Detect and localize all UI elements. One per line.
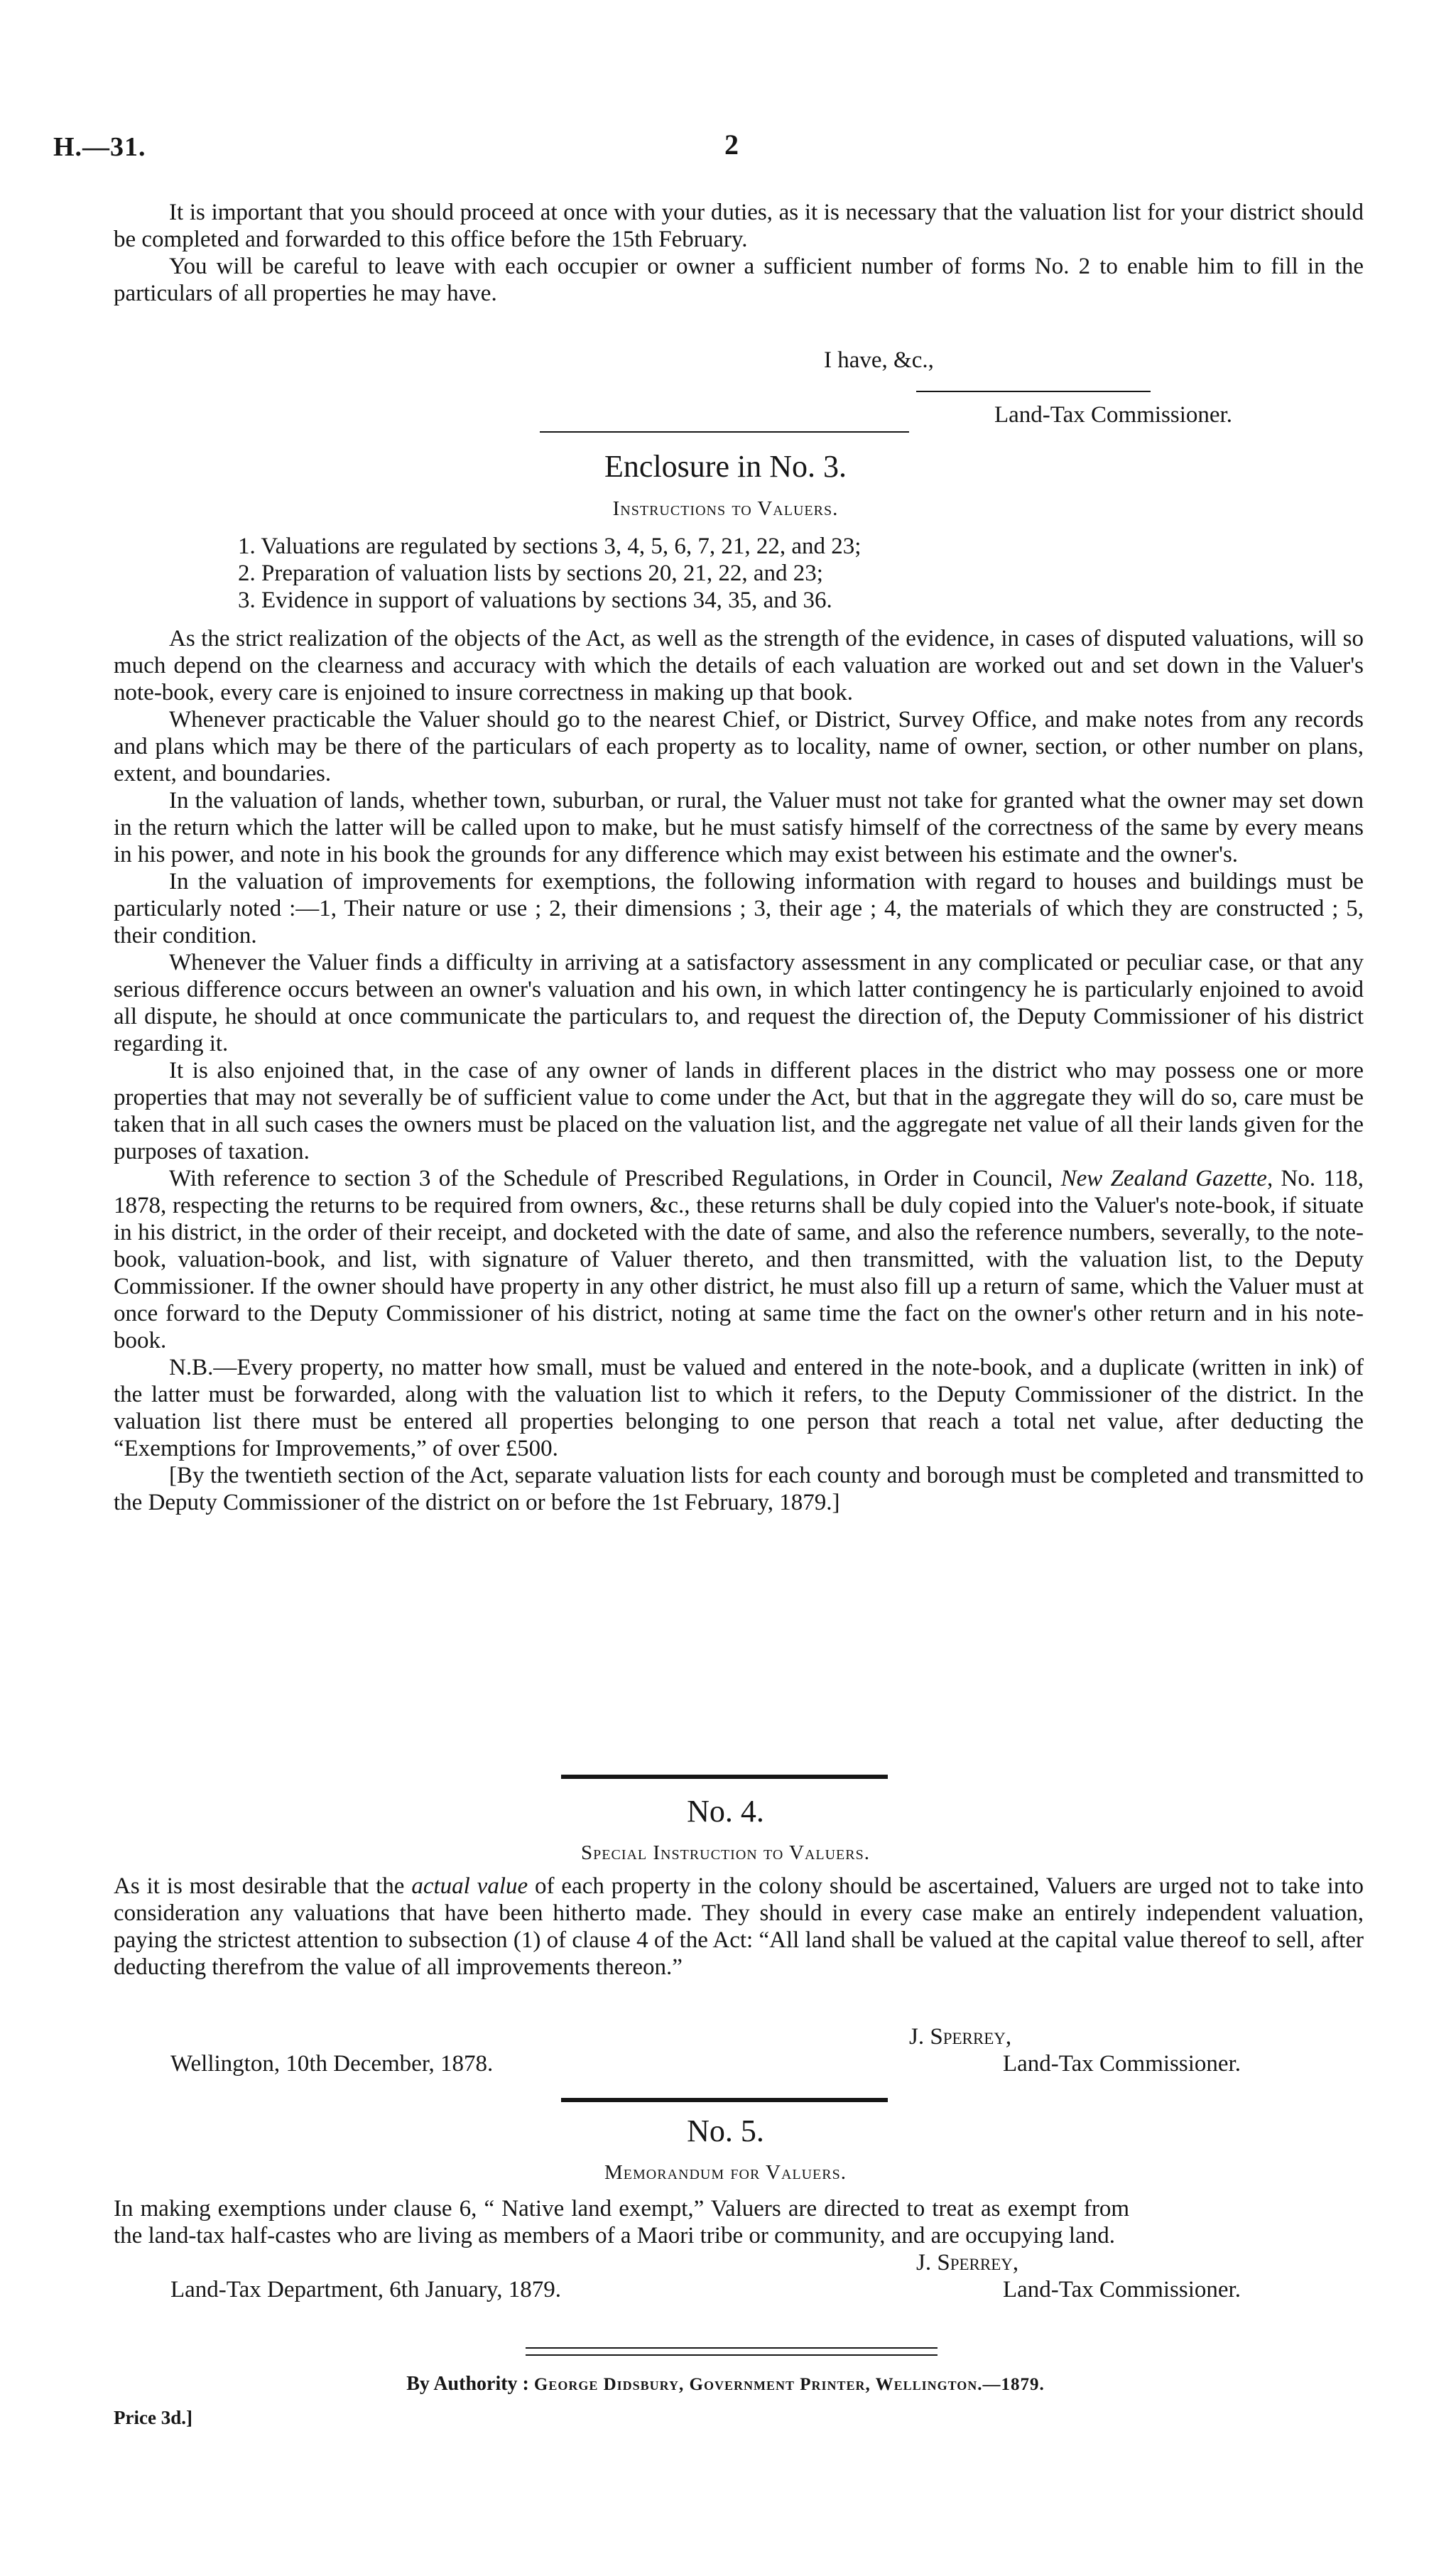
- list-item: 1. Valuations are regulated by sections 3, 4, 5, 6, 7, 21, 22, and 23;: [238, 534, 862, 559]
- enclosure-paragraph: Whenever practicable the Valuer should go to the nearest Chief, or District, Survey Office, and make notes from any records and plans which may be there of the particulars of each property as to locality, name of owner, section, or other number on plans, extent, and boundaries.: [114, 707, 1364, 786]
- enclosure-paragraph: As the strict realization of the objects of the Act, as well as the strength of the evidence, in cases of disputed valuations, will so much depend on the clearness and accuracy with which the details of each valuation are worked out and set down in the Valuer's note-book, every care is enjoined to insure correctness in making up that book.: [114, 626, 1364, 705]
- no5-signatory-title: Land-Tax Commissioner.: [1003, 2277, 1241, 2302]
- page-number: 2: [724, 129, 739, 161]
- enclosure-section-list: [114, 533, 1364, 614]
- section-divider: [540, 431, 909, 433]
- footer-authority: By Authority : George Didsbury, Government Printer, Wellington.—1879.: [406, 2373, 1045, 2395]
- price-label: Price 3d.]: [114, 2407, 192, 2428]
- no5-body: [114, 2195, 1364, 2249]
- no4-signatory: J. Sperrey,: [909, 2024, 1012, 2050]
- printer-imprint: George Didsbury, Government Printer, Wellington.—1879.: [533, 2375, 1045, 2394]
- enclosure-nota-bene: N.B.—Every property, no matter how small, must be valued and entered in the note-book, and a duplicate (written in ink) of the latter must be forwarded, along with the valuation list to which it refers, to the Deputy Commissioner of the district. In the valuation list there must be entered all properties belonging to one person that reach a total net value, after deducting the “Exemptions for Improvements,” of over £500.: [114, 1355, 1364, 1461]
- letter-body: [114, 199, 1364, 307]
- gazette-title: New Zealand Gazette: [1060, 1166, 1267, 1191]
- document-reference: H.—31.: [53, 132, 146, 162]
- no4-paragraph: As it is most desirable that the actual value of each property in the colony should be ascertained, Valuers are urged not to take into consideration any valuations that have been hitherto made. They should in every case make an entirely independent valuation, paying the strictest attention to subsection (1) of clause 4 of the Act: “All land shall be valued at the capital value thereof to sell, after deducting therefrom the value of all improvements thereon.”: [114, 1873, 1364, 1980]
- enclosure-paragraph-gazette: With reference to section 3 of the Schedule of Prescribed Regulations, in Order in Council, New Zealand Gazette, No. 118, 1878, respecting the returns to be required from owners, &c., these returns shall be duly copied into the Valuer's note-book, if situate in his district, in the order of their receipt, and docketed with the date of same, and also the reference numbers, severally, to the note-book, valuation-book, and list, with signature of Valuer thereto, and then transmitted, with the valuation list, to the Deputy Commissioner. If the owner should have property in any other district, he must also fill up a return of same, which the Valuer must at once forward to the Deputy Commissioner of his district, noting at same time the fact on the owner's other return and in his note-book.: [114, 1166, 1364, 1353]
- no4-body: [114, 1873, 1364, 1981]
- no4-title: No. 4.: [687, 1794, 764, 1829]
- enclosure-paragraph: It is also enjoined that, in the case of any owner of lands in different places in the district who may possess one or more properties that may not severally be of sufficient value to come under the Act, but that in the aggregate they will do so, care must be taken that in all such cases the owners must be placed on the valuation list, and the aggregate net value of all their lands given for the purposes of taxation.: [114, 1058, 1364, 1164]
- enclosure-bracket-note: [By the twentieth section of the Act, separate valuation lists for each county and borough must be completed and transmitted to the Deputy Commissioner of the district on or before the 1st February, 1879.]: [114, 1463, 1364, 1515]
- no4-subtitle: Special Instruction to Valuers.: [581, 1841, 870, 1864]
- signature-line: [916, 391, 1151, 392]
- section-divider: [561, 1775, 888, 1779]
- letter-closing: I have, &c.,: [824, 347, 934, 373]
- enclosure-title: Enclosure in No. 3.: [604, 449, 847, 484]
- no5-signatory: J. Sperrey,: [916, 2250, 1019, 2275]
- no5-paragraph: In making exemptions under clause 6, “ Native land exempt,” Valuers are directed to treat as exempt from the land-tax half-castes who are living as members of a Maori tribe or community, and are occupying land.: [114, 2196, 1129, 2248]
- enclosure-paragraph: Whenever the Valuer finds a difficulty in arriving at a satisfactory assessment in any complicated or peculiar case, or that any serious difference occurs between an owner's valuation and his own, in which latter contingency he is particularly enjoined to avoid all dispute, he should at once communicate the particulars to, and request the direction of, the Deputy Commissioner of his district regarding it.: [114, 950, 1364, 1056]
- enclosure-subtitle: Instructions to Valuers.: [612, 497, 839, 520]
- no5-place-date: Land-Tax Department, 6th January, 1879.: [170, 2277, 561, 2302]
- letter-paragraph: It is important that you should proceed at once with your duties, as it is necessary that the valuation list for your district should be completed and forwarded to this office before the 15th February.: [114, 200, 1364, 252]
- enclosure-body: [114, 625, 1364, 1516]
- actual-value-phrase: actual value: [411, 1873, 528, 1899]
- list-item: 2. Preparation of valuation lists by sections 20, 21, 22, and 23;: [238, 561, 823, 586]
- list-item: 3. Evidence in support of valuations by sections 34, 35, and 36.: [238, 588, 832, 613]
- letter-paragraph: You will be careful to leave with each occupier or owner a sufficient number of forms No. 2 to enable him to fill in the particulars of all properties he may have.: [114, 254, 1364, 306]
- section-divider: [561, 2098, 888, 2102]
- no5-title: No. 5.: [687, 2114, 764, 2148]
- enclosure-paragraph: In the valuation of lands, whether town, suburban, or rural, the Valuer must not take for granted what the owner may set down in the return which the latter will be called upon to make, but he must satisfy himself of the correctness of the same by every means in his power, and note in his book the grounds for any difference which may exist between his estimate and the owner's.: [114, 788, 1364, 867]
- footer-rule-top: [526, 2347, 938, 2349]
- enclosure-paragraph: In the valuation of improvements for exemptions, the following information with regard to houses and buildings must be particularly noted :—1, Their nature or use ; 2, their dimensions ; 3, their age ; 4, the materials of which they are constructed ; 5, their condition.: [114, 869, 1364, 948]
- no4-signatory-title: Land-Tax Commissioner.: [1003, 2051, 1241, 2077]
- footer-rule-bottom: [526, 2354, 938, 2356]
- no5-subtitle: Memorandum for Valuers.: [604, 2161, 847, 2184]
- no4-place-date: Wellington, 10th December, 1878.: [170, 2051, 494, 2077]
- letter-signature-title: Land-Tax Commissioner.: [994, 402, 1232, 428]
